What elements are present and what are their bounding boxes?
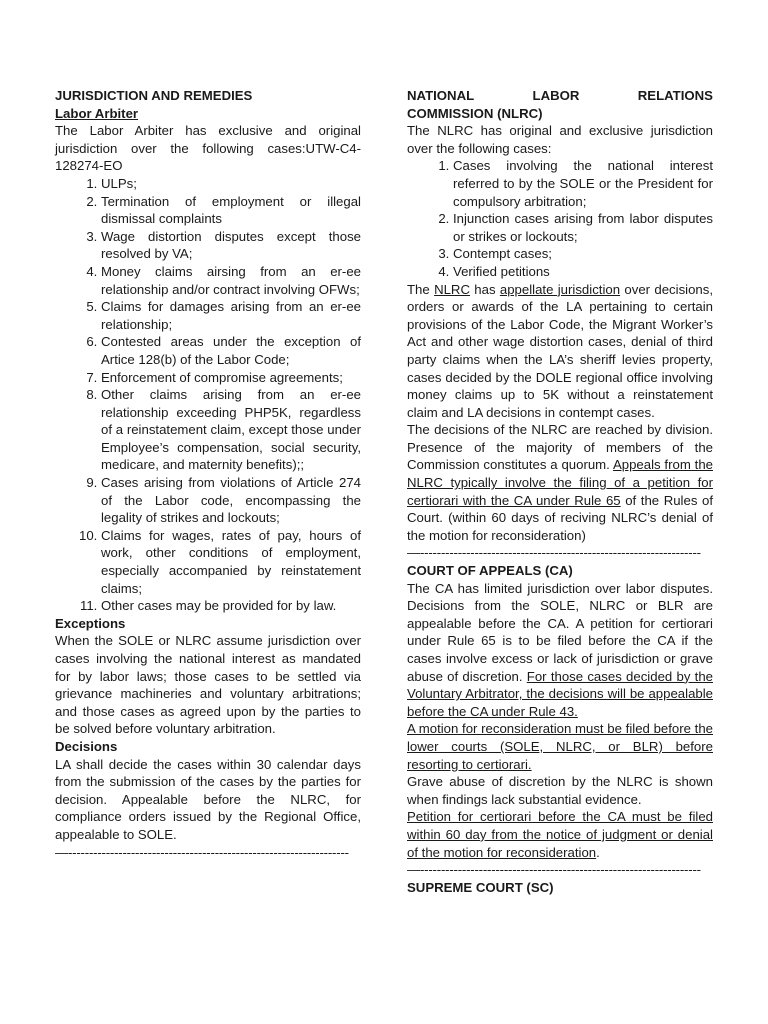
nlrc-p1-appellate: appellate jurisdiction [499,281,621,297]
nlrc-heading-word: RELATIONS [637,88,713,103]
list-item: 10. Claims for wages, rates of pay, hours of work, other conditions of employment, especially accompanied by reinstatement claims; [101,527,361,597]
list-item: 1. ULPs; [101,175,361,193]
ca-p4-underlined: Petition for certiorari before the CA must be filed within 60 day from the notice of judgment or denial of the motion for reconsideration [407,809,713,860]
nlrc-p1-prefix: The [407,281,435,297]
section-divider: —------------------------------------------------------------------- [407,862,701,878]
ca-paragraph-1 [407,580,713,721]
section-divider: —------------------------------------------------------------------- [407,545,701,561]
nlrc-p1-rest: over decisions, orders or awards of the LA pertaining to certain provisions of the Labor Code, the Migrant Worker’s Act and other wage distortion cases, denial of third party claims when the LA’s sheriff levies property, cases decided by the DOLE regional office involving money claims up to 5K without a reinstatement claim and LA decisions in contempt cases. [407,281,714,420]
nlrc-appellate-paragraph [407,281,713,422]
sc-heading: SUPREME COURT (SC) [407,879,554,895]
list-item: 9. Cases arising from violations of Article 274 of the Labor code, encompassing the legality of strikes and lockouts; [101,474,361,527]
exceptions-text: When the SOLE or NLRC assume jurisdiction over cases involving the national interest as mandated for by labor laws; those cases to be settled via grievance machineries and voluntary arbitrations; and those cases as agreed upon by the parties to be solved before voluntary arbitration. [55,633,361,737]
nlrc-p2-plain: The decisions of the NLRC are reached by division. Presence of the majority of members of the Commission constitutes a quorum. [407,422,713,473]
list-item: 2. Termination of employment or illegal dismissal complaints [101,193,361,228]
nlrc-heading-word: NATIONAL [407,88,475,103]
nlrc-decisions-paragraph [407,421,713,544]
nlrc-list [407,157,713,280]
list-item: 5. Claims for damages arising from an er-ee relationship; [101,298,361,333]
ca-p1-plain: The CA has limited jurisdiction over labor disputes. Decisions from the SOLE, NLRC or BLR are appealable before the CA. A petition for certiorari under Rule 65 is to be filed before the CA if the cases involve excess or lack of jurisdiction or grave abuse of discretion. [407,580,713,684]
list-item: 4. Money claims airsing from an er-ee relationship and/or contract involving OFWs; [101,263,361,298]
nlrc-heading-line1 [407,87,713,105]
ca-paragraph-2 [407,720,713,773]
list-item: 6. Contested areas under the exception of Artice 128(b) of the Labor Code; [101,333,361,368]
ca-paragraph-3: Grave abuse of discretion by the NLRC is shown when findings lack substantial evidence. [407,774,713,807]
list-item: 4. Verified petitions [453,263,713,281]
section-divider: —------------------------------------------------------------------- [55,844,349,860]
decisions-heading: Decisions [55,738,118,754]
decisions-text: LA shall decide the cases within 30 calendar days from the submission of the cases by the parties for decision. Appealable before the NLRC, for compliance orders issued by the Regional Office, appealable to SOLE. [55,756,361,842]
left-column [55,87,361,861]
nlrc-heading-line2: COMMISSION (NLRC) [407,105,543,121]
nlrc-heading-word: LABOR [532,88,580,103]
list-item: 1. Cases involving the national interest referred to by the SOLE or the President for compulsory arbitration; [453,157,713,210]
list-item: 8. Other claims arising from an er-ee relationship exceeding PHP5K, regardless of a reinstatement claim, except those under Employee’s compensation, social security, medicare, and maternity benefits);; [101,386,361,474]
nlrc-p2-rest: of the Rules of Court. (within 60 days of reciving NLRC’s denial of the motion for reconsideration) [407,492,713,543]
nlrc-intro: The NLRC has original and exclusive jurisdiction over the following cases: [407,123,713,156]
ca-p1-underlined: For those cases decided by the Voluntary Arbitrator, the decisions will be appealable before the CA under Rule 43. [407,668,713,719]
ca-p4-end: . [596,844,600,860]
labor-arbiter-heading: Labor Arbiter [55,105,139,121]
labor-arbiter-intro: The Labor Arbiter has exclusive and original jurisdiction over the following cases:UTW-C4-128274-EO [55,123,361,174]
nlrc-p1-has: has [469,281,500,297]
list-item: 7. Enforcement of compromise agreements; [101,369,361,387]
section-title: JURISDICTION AND REMEDIES [55,88,253,103]
right-column [407,87,713,896]
list-item: 2. Injunction cases arising from labor disputes or strikes or lockouts; [453,210,713,245]
exceptions-heading: Exceptions [55,615,126,631]
ca-p2-underlined: A motion for reconsideration must be filed before the lower courts (SOLE, NLRC, or BLR) before resorting to certiorari. [407,721,713,772]
list-item: 3. Wage distortion disputes except those resolved by VA; [101,228,361,263]
ca-paragraph-4 [407,808,713,861]
ca-heading: COURT OF APPEALS (CA) [407,563,573,579]
nlrc-p2-underlined: Appeals from the NLRC typically involve the filing of a petition for certiorari with the CA under Rule 65 [407,457,713,508]
labor-arbiter-list [55,175,361,615]
list-item: 11. Other cases may be provided for by law. [101,597,361,615]
nlrc-p1-nlrc: NLRC [434,281,470,297]
list-item: 3. Contempt cases; [453,245,713,263]
